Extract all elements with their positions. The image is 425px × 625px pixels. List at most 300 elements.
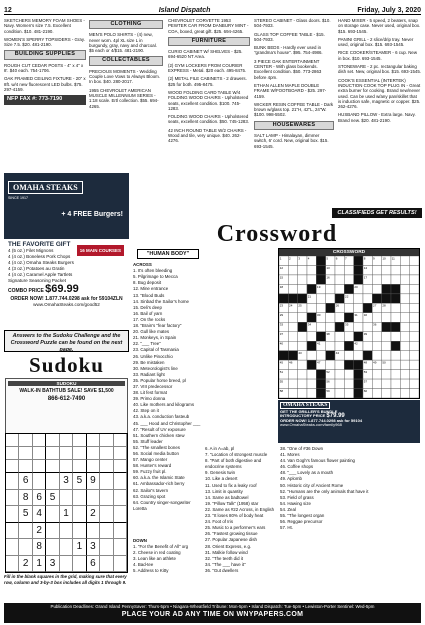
sudoku-cell[interactable] xyxy=(100,556,113,573)
crossword-cell[interactable] xyxy=(288,284,297,293)
intro-price: $79.99 xyxy=(326,413,345,420)
sudoku-cell[interactable] xyxy=(6,523,19,540)
crossword-clue: 44. Van Gogh's famous flower painting xyxy=(280,458,355,464)
crossword-cell[interactable] xyxy=(326,294,335,303)
sudoku-cell[interactable] xyxy=(100,460,113,473)
crossword-clue: 9. Genesis twin xyxy=(205,470,236,476)
crossword-cell[interactable] xyxy=(316,351,325,360)
crossword-cell[interactable] xyxy=(335,275,344,284)
grillers-bundle-ad[interactable] xyxy=(278,400,420,443)
crossword-cell[interactable] xyxy=(326,284,335,293)
across-label: ACROSS xyxy=(133,262,152,268)
cw-ad-url[interactable]: www.OmahaSteaks.com/family968 xyxy=(280,422,342,428)
sudoku-cell[interactable]: 6 xyxy=(33,490,46,507)
section-heading-collectables: COLLECTABLES xyxy=(89,56,163,65)
crossword-cell[interactable] xyxy=(288,313,297,322)
crossword-cell[interactable] xyxy=(400,322,409,331)
crossword-cell[interactable] xyxy=(335,313,344,322)
sudoku-cell[interactable] xyxy=(46,473,59,490)
crossword-cell[interactable] xyxy=(391,370,400,379)
classified-ad: PANINI GRILL - 2 slice/drip tray. Never used, original box. $15. 693-1545. xyxy=(338,36,414,48)
crossword-cell[interactable] xyxy=(288,341,297,350)
sudoku-cell[interactable] xyxy=(33,434,46,447)
crossword-cell[interactable] xyxy=(335,265,344,274)
place-your-ad-banner[interactable]: PLACE YOUR AD ANY TIME ON WNYPAPERS.COM xyxy=(121,611,304,618)
crossword-cell[interactable] xyxy=(298,360,307,369)
page-header xyxy=(4,3,421,15)
crossword-number: 1 xyxy=(279,256,282,261)
crossword-cell[interactable] xyxy=(298,341,307,350)
order-now-line[interactable]: ORDER NOW! 1.877.744.0298 ask for 59104ZLN xyxy=(10,296,123,302)
sudoku-cell[interactable]: 2 xyxy=(19,556,32,573)
crossword-cell[interactable] xyxy=(335,284,344,293)
crossword-number: 32 xyxy=(363,313,368,318)
bathtub-phone[interactable]: 866-612-7490 xyxy=(47,396,86,402)
crossword-clue: 34. "The ___ have it" xyxy=(205,561,246,567)
crossword-number: 24 xyxy=(289,303,293,308)
crossword-cell[interactable] xyxy=(400,332,409,341)
crossword-clue: 53. Field of grass xyxy=(280,494,314,500)
crossword-clue: 5. Address to Kitty xyxy=(133,568,169,574)
crossword-cell[interactable] xyxy=(382,341,391,350)
crossword-cell[interactable] xyxy=(400,351,409,360)
crossword-number: 31 xyxy=(354,313,358,318)
sudoku-cell[interactable] xyxy=(6,539,19,556)
crossword-cell[interactable] xyxy=(298,370,307,379)
sudoku-cell[interactable] xyxy=(60,490,73,507)
crossword-cell[interactable] xyxy=(382,275,391,284)
classified-column-4 xyxy=(254,18,334,152)
crossword-cell[interactable] xyxy=(382,351,391,360)
free-burgers-callout: + 4 FREE Burgers! xyxy=(61,211,123,218)
sudoku-grid[interactable] xyxy=(5,433,128,573)
sudoku-cell[interactable] xyxy=(114,523,127,540)
sudoku-cell[interactable] xyxy=(6,447,19,460)
crossword-cell[interactable] xyxy=(372,379,381,388)
sudoku-cell[interactable]: 2 xyxy=(33,523,46,540)
sudoku-cell[interactable] xyxy=(33,460,46,473)
crossword-cell[interactable] xyxy=(288,332,297,341)
sudoku-cell[interactable] xyxy=(100,539,113,556)
crossword-clue: 30. Meteorologist's line xyxy=(133,365,178,371)
crossword-number: 27 xyxy=(373,303,377,308)
crossword-cell[interactable] xyxy=(400,313,409,322)
crossword-clue: 41. Mores xyxy=(280,452,300,458)
sudoku-cell[interactable]: 6 xyxy=(87,556,100,573)
sudoku-cell[interactable] xyxy=(73,434,86,447)
sudoku-cell[interactable] xyxy=(100,506,113,523)
crossword-cell[interactable] xyxy=(400,389,409,398)
crossword-number: 42 xyxy=(354,341,358,346)
sudoku-cell[interactable] xyxy=(60,460,73,473)
crossword-cell[interactable] xyxy=(363,284,372,293)
omaha-url[interactable]: www.OmahaSteaks.com/good52 xyxy=(33,302,100,307)
crossword-number: 30 xyxy=(317,313,321,318)
crossword-clue: 45. ___ Hood and Christopher ___ xyxy=(133,420,201,426)
sudoku-cell[interactable] xyxy=(73,490,86,507)
crossword-cell[interactable] xyxy=(400,265,409,274)
crossword-number: 53 xyxy=(363,370,368,374)
crossword-cell[interactable] xyxy=(372,313,381,322)
sudoku-cell[interactable] xyxy=(46,506,59,523)
sudoku-cell[interactable] xyxy=(6,473,19,490)
favorite-gift-panel xyxy=(4,239,129,339)
crossword-clue: 55. Stuff leader xyxy=(133,438,163,444)
crossword-cell[interactable] xyxy=(288,275,297,284)
crossword-cell[interactable] xyxy=(335,370,344,379)
crossword-cell[interactable] xyxy=(410,313,419,322)
crossword-cell[interactable] xyxy=(326,360,335,369)
crossword-cell[interactable] xyxy=(410,303,419,312)
crossword-cell[interactable] xyxy=(326,313,335,322)
crossword-cell[interactable] xyxy=(372,332,381,341)
crossword-cell[interactable] xyxy=(307,275,316,284)
crossword-cell[interactable] xyxy=(410,341,419,350)
classified-column-5 xyxy=(338,18,421,126)
crossword-cell[interactable] xyxy=(410,294,419,303)
sudoku-cell[interactable]: 3 xyxy=(60,473,73,490)
classified-ad: 42 INCH ROUND TABLE W/2 CHAIRS - Wood and tile, very unique. $40. 262-4276. xyxy=(168,127,247,144)
crossword-cell[interactable] xyxy=(298,389,307,398)
crossword-number: 51 xyxy=(279,370,284,374)
sudoku-cell[interactable]: 8 xyxy=(33,539,46,556)
down-clues-1 xyxy=(133,538,203,575)
crossword-cell[interactable] xyxy=(400,360,409,369)
crossword-cell[interactable] xyxy=(298,265,307,274)
favorite-gift-title: THE FAVORITE GIFT xyxy=(8,241,71,248)
classified-ad: COOK'S ESSENTIAL (INTERTEK) INDUCTION COOK TOP PLUG IN - Great extra burner for cooking. Brand new/never used. Can be used w/any pan/skillet that is induction safe, magnetic or copper. $25. 262-4276. xyxy=(338,77,421,110)
crossword-cell[interactable] xyxy=(372,284,381,293)
crossword-cell[interactable] xyxy=(298,313,307,322)
crossword-cell[interactable] xyxy=(391,303,400,312)
sudoku-cell[interactable] xyxy=(19,539,32,556)
crossword-cell[interactable] xyxy=(298,379,307,388)
crossword-block xyxy=(316,389,325,398)
gift-item: 4 (4 oz.) Caramel Apple Tartlets xyxy=(8,272,73,277)
crossword-cell[interactable] xyxy=(344,265,353,274)
crossword-cell[interactable] xyxy=(335,360,344,369)
sudoku-cell[interactable] xyxy=(114,460,127,473)
sudoku-cell[interactable] xyxy=(114,447,127,460)
crossword-cell[interactable] xyxy=(354,351,363,360)
crossword-number: 6 xyxy=(335,256,338,261)
sudoku-cell[interactable] xyxy=(100,523,113,540)
crossword-clue: 51. Southern chicken stew xyxy=(133,432,185,438)
sudoku-cell[interactable] xyxy=(33,447,46,460)
crossword-cell[interactable] xyxy=(344,351,353,360)
crossword-clue: 8. "Part of both digestive and xyxy=(205,458,262,464)
crossword-cell[interactable] xyxy=(391,275,400,284)
crossword-cell[interactable] xyxy=(298,275,307,284)
crossword-cell[interactable] xyxy=(316,303,325,312)
crossword-block xyxy=(354,275,363,284)
crossword-number: 26 xyxy=(335,303,340,308)
crossword-cell[interactable] xyxy=(316,322,325,331)
crossword-cell[interactable] xyxy=(363,294,372,303)
crossword-cell[interactable] xyxy=(372,351,381,360)
sudoku-cell[interactable] xyxy=(19,523,32,540)
sudoku-cell[interactable] xyxy=(100,473,113,490)
crossword-cell[interactable] xyxy=(326,341,335,350)
sudoku-cell[interactable] xyxy=(6,434,19,447)
crossword-cell[interactable] xyxy=(288,389,297,398)
sudoku-cell[interactable] xyxy=(114,506,127,523)
crossword-cell[interactable] xyxy=(372,389,381,398)
crossword-cell[interactable] xyxy=(391,351,400,360)
crossword-cell[interactable] xyxy=(410,389,419,398)
crossword-cell[interactable] xyxy=(372,370,381,379)
sudoku-cell[interactable] xyxy=(46,523,59,540)
sudoku-cell[interactable] xyxy=(73,506,86,523)
sudoku-cell[interactable]: 5 xyxy=(19,506,32,523)
sudoku-cell[interactable]: 3 xyxy=(87,539,100,556)
crossword-clue: 10. Like a desert xyxy=(205,476,238,482)
crossword-cell[interactable] xyxy=(410,275,419,284)
crossword-cell[interactable] xyxy=(400,256,409,265)
crossword-cell[interactable] xyxy=(410,332,419,341)
classified-column-1 xyxy=(4,18,86,105)
crossword-number: 17 xyxy=(363,275,368,280)
gift-item: 4 (4 oz.) Omaha Steaks Burgers xyxy=(8,260,74,265)
crossword-cell[interactable] xyxy=(400,379,409,388)
crossword-cell[interactable] xyxy=(410,351,419,360)
crossword-cell[interactable] xyxy=(344,303,353,312)
sudoku-cell[interactable] xyxy=(114,539,127,556)
sudoku-cell[interactable] xyxy=(87,490,100,507)
crossword-block xyxy=(307,360,316,369)
sudoku-cell[interactable] xyxy=(60,434,73,447)
crossword-block xyxy=(344,284,353,293)
sudoku-cell[interactable] xyxy=(114,473,127,490)
sudoku-cell[interactable] xyxy=(100,490,113,507)
crossword-cell[interactable] xyxy=(354,294,363,303)
crossword-clue: 24. Foot of Iris xyxy=(205,519,234,525)
sudoku-cell[interactable] xyxy=(33,473,46,490)
sudoku-cell[interactable] xyxy=(6,556,19,573)
crossword-cell[interactable] xyxy=(382,265,391,274)
crossword-block xyxy=(382,284,391,293)
crossword-cells[interactable] xyxy=(279,256,419,398)
crossword-cell[interactable] xyxy=(391,332,400,341)
crossword-cell[interactable] xyxy=(288,379,297,388)
crossword-cell[interactable] xyxy=(344,275,353,284)
sudoku-cell[interactable] xyxy=(19,434,32,447)
crossword-cell[interactable] xyxy=(391,265,400,274)
crossword-cell[interactable] xyxy=(307,379,316,388)
crossword-cell[interactable] xyxy=(400,275,409,284)
crossword-block xyxy=(279,294,288,303)
cw-ad-order[interactable]: ORDER NOW! 1.877.744.0298 ask for 59104 xyxy=(280,417,363,423)
crossword-cell[interactable] xyxy=(363,341,372,350)
crossword-block xyxy=(335,322,344,331)
sudoku-cell[interactable] xyxy=(6,490,19,507)
sudoku-cell[interactable] xyxy=(114,556,127,573)
crossword-cell[interactable] xyxy=(344,389,353,398)
crossword-cell[interactable] xyxy=(307,389,316,398)
crossword-cell[interactable] xyxy=(400,294,409,303)
bathtub-ad[interactable] xyxy=(5,378,128,434)
sudoku-cell[interactable] xyxy=(60,539,73,556)
crossword-clue: 33. Radiant light xyxy=(133,371,165,377)
crossword-clue: 46. Coffee shops xyxy=(280,464,314,470)
crossword-cell[interactable] xyxy=(307,265,316,274)
crossword-number: 41 xyxy=(317,341,321,346)
crossword-cell[interactable] xyxy=(410,379,419,388)
crossword-cell[interactable] xyxy=(335,341,344,350)
crossword-block xyxy=(326,303,335,312)
sudoku-cell[interactable] xyxy=(73,447,86,460)
classified-ad: ROUGH CUT CEDAR POSTS - 4" x 4" x 8'. $40 each. 754-1706. xyxy=(4,62,84,74)
crossword-number: 14 xyxy=(363,265,368,270)
crossword-clue: 43. a.k.a. conduction fasteub xyxy=(133,414,190,420)
crossword-cell[interactable] xyxy=(400,284,409,293)
crossword-cell[interactable] xyxy=(335,332,344,341)
sudoku-cell[interactable] xyxy=(87,434,100,447)
crossword-cell[interactable] xyxy=(391,379,400,388)
sudoku-cell[interactable]: 1 xyxy=(33,556,46,573)
crossword-clue: 20. Gull like mates xyxy=(133,329,170,335)
section-heading-housewares: HOUSEWARES xyxy=(254,121,334,130)
crossword-cell[interactable] xyxy=(344,370,353,379)
crossword-number: 21 xyxy=(307,294,312,299)
sudoku-cell[interactable] xyxy=(46,434,59,447)
sudoku-cell[interactable] xyxy=(114,434,127,447)
crossword-clue: 13. "Blood Buds xyxy=(133,292,165,298)
sudoku-cell[interactable] xyxy=(46,447,59,460)
crossword-cell[interactable] xyxy=(298,332,307,341)
crossword-cell[interactable] xyxy=(400,341,409,350)
crossword-cell[interactable] xyxy=(382,370,391,379)
crossword-number: 59 xyxy=(326,388,330,393)
crossword-cell[interactable] xyxy=(410,370,419,379)
classified-ad: HUSBAND PILLOW - Extra large. Navy. Brand new. $20. 481-2190. xyxy=(338,112,416,123)
crossword-cell[interactable] xyxy=(410,360,419,369)
crossword-cell[interactable] xyxy=(344,332,353,341)
classified-ad: CHEVROLET CORVETTE 1953 PEWTER CAR FROM DANBURY MINT - COA, boxed, great gift. $25. 694-4265. xyxy=(168,18,249,34)
crossword-cell[interactable] xyxy=(372,341,381,350)
crossword-cell[interactable] xyxy=(354,322,363,331)
crossword-cell[interactable] xyxy=(391,389,400,398)
crossword-cell[interactable] xyxy=(382,313,391,322)
crossword-cell[interactable] xyxy=(410,265,419,274)
crossword-cell[interactable] xyxy=(316,294,325,303)
sudoku-cell[interactable]: 3 xyxy=(46,556,59,573)
crossword-cell[interactable] xyxy=(372,275,381,284)
crossword-cell[interactable] xyxy=(307,370,316,379)
crossword-block xyxy=(344,313,353,322)
crossword-cell[interactable] xyxy=(307,332,316,341)
sudoku-cell[interactable] xyxy=(100,434,113,447)
crossword-cell[interactable] xyxy=(410,256,419,265)
crossword-cell[interactable] xyxy=(382,389,391,398)
crossword-cell[interactable] xyxy=(391,313,400,322)
classified-ad: SKETCHERS MEMORY FOAM SHOES - Navy. Women's size 7.5. Excellent condition. $10. 481-2190. xyxy=(4,18,85,34)
classified-ad: STEREO CABINET - Glass doors. $10. 504-7933. xyxy=(254,18,331,29)
crossword-cell[interactable] xyxy=(298,284,307,293)
sudoku-cell[interactable]: 9 xyxy=(87,473,100,490)
sudoku-cell[interactable]: 8 xyxy=(19,490,32,507)
crossword-number: 48 xyxy=(363,360,368,365)
crossword-cell[interactable] xyxy=(363,322,372,331)
sudoku-cell[interactable] xyxy=(19,460,32,473)
sudoku-cell[interactable] xyxy=(73,523,86,540)
crossword-clue: 42. Step on it xyxy=(133,408,159,414)
sudoku-cell[interactable] xyxy=(6,506,19,523)
crossword-clue: 27. Popular Japanese dish xyxy=(205,537,257,543)
crossword-cell[interactable] xyxy=(372,265,381,274)
sudoku-cell[interactable] xyxy=(100,447,113,460)
sudoku-cell[interactable] xyxy=(60,523,73,540)
crossword-cell[interactable] xyxy=(410,322,419,331)
crossword-block xyxy=(307,313,316,322)
crossword-cell[interactable] xyxy=(410,284,419,293)
crossword-number: 52 xyxy=(326,370,330,374)
crossword-cell[interactable] xyxy=(307,351,316,360)
crossword-clue: 55. "The longest organ xyxy=(280,513,325,519)
crossword-cell[interactable] xyxy=(288,322,297,331)
crossword-grid[interactable] xyxy=(278,248,420,399)
sudoku-cell[interactable] xyxy=(60,556,73,573)
sudoku-cell[interactable] xyxy=(87,460,100,473)
crossword-cell[interactable] xyxy=(307,303,316,312)
sudoku-cell[interactable]: 5 xyxy=(73,473,86,490)
sudoku-cell[interactable]: 1 xyxy=(60,506,73,523)
crossword-cell[interactable] xyxy=(391,360,400,369)
crossword-number: 55 xyxy=(279,379,284,384)
sudoku-cell[interactable] xyxy=(87,523,100,540)
sudoku-cell[interactable] xyxy=(73,556,86,573)
sudoku-cell[interactable] xyxy=(19,447,32,460)
crossword-clue: 60. a.k.a. the Islamic State xyxy=(133,475,185,481)
crossword-clue: 57. Mango center xyxy=(133,457,168,463)
crossword-block xyxy=(335,294,344,303)
sudoku-cell[interactable] xyxy=(6,460,19,473)
crossword-cell[interactable] xyxy=(288,370,297,379)
sudoku-cell[interactable]: 1 xyxy=(73,539,86,556)
crossword-clue: 38. "One of #36 Down xyxy=(280,446,324,451)
crossword-cell[interactable] xyxy=(335,389,344,398)
sudoku-cell[interactable] xyxy=(60,447,73,460)
classified-ad: STONEWARE - 2 pc. rectangular baking dish set. New, original box. $15. 693-1545. xyxy=(338,64,421,75)
sudoku-cell[interactable]: 2 xyxy=(87,506,100,523)
crossword-cell[interactable] xyxy=(288,265,297,274)
crossword-clue: 56. Reggae precursor xyxy=(280,519,323,525)
crossword-theme: "HUMAN BODY" xyxy=(137,249,199,259)
sudoku-cell[interactable] xyxy=(87,447,100,460)
down-label: DOWN xyxy=(133,538,147,543)
crossword-cell[interactable] xyxy=(354,303,363,312)
crossword-cell[interactable] xyxy=(400,303,409,312)
sudoku-cell[interactable]: 6 xyxy=(19,473,32,490)
crossword-cell[interactable] xyxy=(382,379,391,388)
crossword-cell[interactable] xyxy=(344,379,353,388)
fax-number-banner: NFP FAX #: 773-7190 xyxy=(4,95,86,104)
crossword-cell[interactable] xyxy=(326,322,335,331)
section-heading-clothing: CLOTHING xyxy=(89,20,163,29)
sudoku-cell[interactable] xyxy=(46,460,59,473)
crossword-block xyxy=(354,389,363,398)
crossword-cell[interactable] xyxy=(400,370,409,379)
crossword-cell[interactable] xyxy=(382,332,391,341)
crossword-number: 7 xyxy=(345,256,347,261)
sudoku-cell[interactable] xyxy=(114,490,127,507)
crossword-cell[interactable] xyxy=(335,379,344,388)
sudoku-cell[interactable] xyxy=(73,460,86,473)
across-clues xyxy=(133,248,203,512)
sudoku-cell[interactable]: 5 xyxy=(46,490,59,507)
sudoku-cell[interactable] xyxy=(46,539,59,556)
sudoku-cell[interactable]: 4 xyxy=(33,506,46,523)
